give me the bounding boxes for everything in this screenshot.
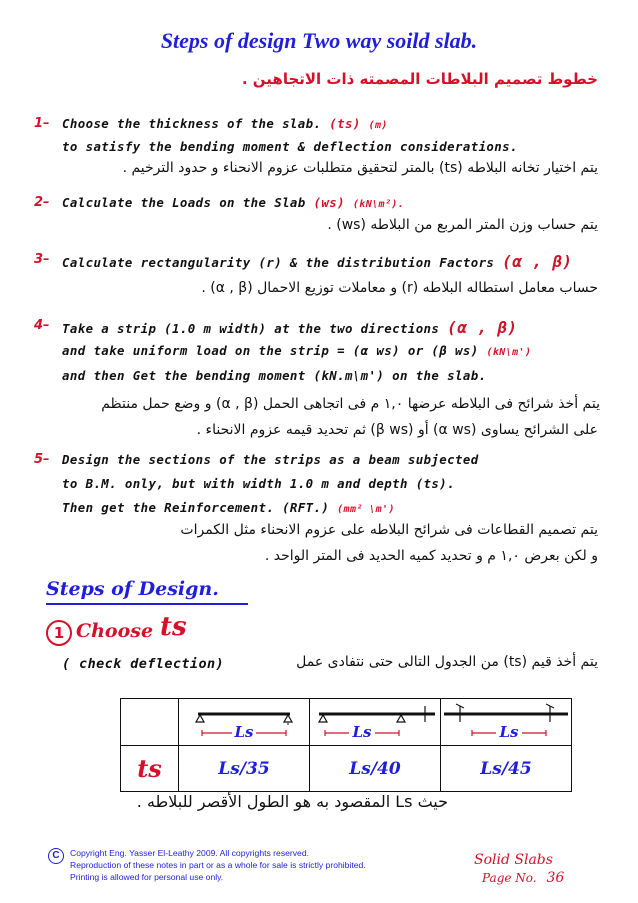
step-4-line-2: and take uniform load on the strip = (α ws) or (β ws) (kN\m') (62, 343, 532, 358)
check-deflection-text: ( check deflection) (62, 656, 225, 672)
footer-reproduction: Reproduction of these notes in part or as a whole for sale is strictly prohibited. (70, 860, 366, 870)
step-5-line-1: Design the sections of the strips as a beam subjected (62, 452, 479, 467)
page-title: Steps of design Two way soild slab. (160, 28, 478, 53)
page-number: 36 (546, 870, 565, 886)
step-4-arabic-1: يتم أخذ شرائح فى البلاطه عرضها ١,٠ م فى اتجاهى الحمل (α , β) و وضع حمل منتظم (101, 396, 600, 412)
step-1-line-1: Choose the thickness of the slab. (ts) (m) (62, 116, 388, 131)
design-heading-underline (46, 603, 248, 605)
step-5-arabic-1: يتم تصميم القطاعات فى شرائح البلاطه على عزوم الانحناء مثل الكمرات (180, 522, 598, 538)
both-ends-continuous-diagram (442, 700, 570, 740)
page-label: Page No. (482, 871, 537, 885)
footer-brand: Solid Slabs (474, 852, 553, 868)
span-label-2: Ls (352, 723, 372, 740)
where-ls-arabic: حيث Ls المقصود به هو الطول الأقصر للبلاطه . (136, 792, 448, 811)
step-5-line-2: to B.M. only, but with width 1.0 m and depth (ts). (62, 476, 455, 491)
choose-symbol: ts (160, 612, 187, 642)
step-4-number: 4– (34, 318, 50, 333)
step-3-line-1: Calculate rectangularity (r) & the distribution Factors (α , β) (62, 252, 573, 271)
step-1-line-2: to satisfy the bending moment & deflection considerations. (62, 139, 518, 154)
design-heading: Steps of Design. (46, 578, 219, 600)
step-4-arabic-2: على الشرائح يساوى (α ws) أو (β ws) ثم تحديد قيمه عزوم الانحناء . (196, 422, 598, 438)
choose-arabic: يتم أخذ قيم (ts) من الجدول التالى حتى نتفادى عمل (296, 654, 598, 670)
choose-label: Choose (76, 620, 154, 642)
ts-value-simple: Ls/35 (179, 746, 310, 792)
diagram-cell-both-ends (441, 699, 572, 746)
simple-span-diagram (180, 700, 308, 740)
ts-value-both-ends: Ls/45 (441, 746, 572, 792)
span-label-3: Ls (499, 723, 519, 740)
step-4-line-1: Take a strip (1.0 m width) at the two directions (α , β) (62, 318, 518, 337)
footer-printing: Printing is allowed for personal use only. (70, 872, 224, 882)
step-5-line-3: Then get the Reinforcement. (RFT.) (mm² \m') (62, 500, 395, 515)
step-1-arabic: يتم اختيار تخانه البلاطه (ts) بالمتر لتحقيق متطلبات عزوم الانحناء و حدود الترخيم . (122, 160, 598, 176)
circle-number-icon: 1 (46, 620, 72, 646)
step-3-number: 3– (34, 252, 50, 267)
step-5-number: 5– (34, 452, 50, 467)
step-1-number: 1– (34, 116, 50, 131)
footer-page (482, 870, 564, 886)
arabic-subtitle: خطوط تصميم البلاطات المصمته ذات الاتجاهين . (241, 70, 598, 88)
step-4-line-3: and then Get the bending moment (kN.m\m') on the slab. (62, 368, 487, 383)
span-label-1: Ls (234, 723, 254, 740)
ts-row-label: ts (121, 746, 179, 792)
step-2-line-1: Calculate the Loads on the Slab (ws) (kN\m²). (62, 195, 405, 210)
step-2-number: 2– (34, 195, 50, 210)
footer-copyright: Copyright Eng. Yasser El-Leathy 2009. All copyrights reserved. (70, 848, 310, 858)
ts-table (120, 698, 572, 792)
step-2-arabic: يتم حساب وزن المتر المربع من البلاطه (ws) . (327, 217, 598, 233)
diagram-cell-simple (179, 699, 310, 746)
table-corner-cell (121, 699, 179, 746)
one-end-continuous-diagram (311, 700, 439, 740)
diagram-cell-one-end (310, 699, 441, 746)
ts-value-one-end: Ls/40 (310, 746, 441, 792)
copyright-icon: C (48, 848, 64, 864)
step-3-arabic: حساب معامل استطاله البلاطه (r) و معاملات توزيع الاحمال (α , β) . (201, 280, 598, 296)
step-5-arabic-2: و لكن بعرض ١,٠ م و تحديد كميه الحديد فى المتر الواحد . (264, 548, 598, 564)
